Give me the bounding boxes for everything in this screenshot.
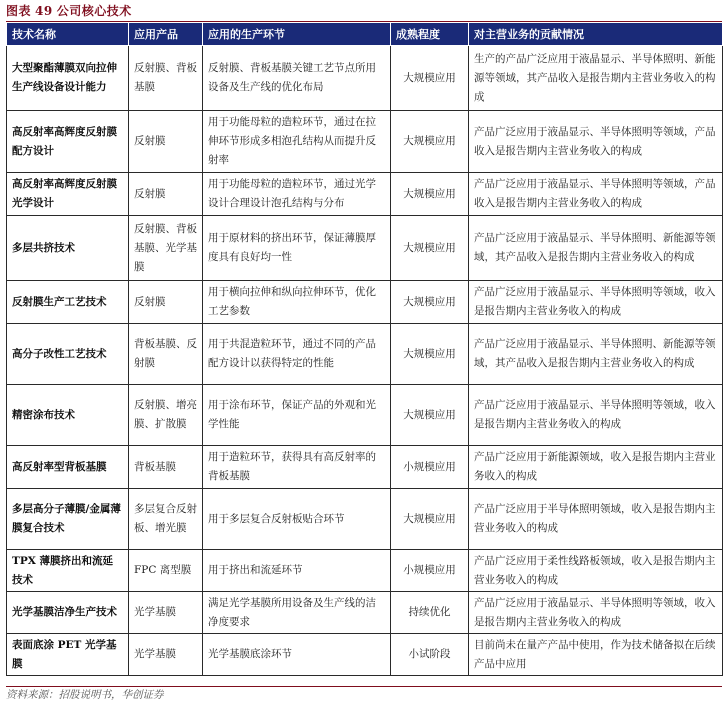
cell-contribution: 目前尚未在量产产品中使用，作为技术储备拟在后续产品中应用 xyxy=(469,634,723,676)
cell-product: 多层复合反射板、增光膜 xyxy=(129,489,203,550)
cell-product: 反射膜 xyxy=(129,173,203,216)
cell-product: 光学基膜 xyxy=(129,592,203,634)
caption-label: 图表 xyxy=(6,4,32,18)
cell-product: 反射膜、背板基膜、光学基膜 xyxy=(129,216,203,281)
cell-tech-name: 高反射率高辉度反射膜光学设计 xyxy=(7,173,129,216)
cell-maturity: 大规模应用 xyxy=(391,324,469,385)
cell-stage: 用于功能母粒的造粒环节，通过在拉伸环节形成多相泡孔结构从而提升反射率 xyxy=(203,111,391,173)
cell-stage: 用于功能母粒的造粒环节，通过光学设计合理设计泡孔结构与分布 xyxy=(203,173,391,216)
cell-stage: 用于多层复合反射板贴合环节 xyxy=(203,489,391,550)
cell-contribution: 产品广泛应用于液晶显示、半导体照明等领域，产品收入是报告期内主营业务收入的构成 xyxy=(469,173,723,216)
cell-tech-name: 高反射率型背板基膜 xyxy=(7,446,129,489)
cell-maturity: 小试阶段 xyxy=(391,634,469,676)
cell-product: 反射膜 xyxy=(129,111,203,173)
table-row xyxy=(7,489,723,550)
column-header-maturity: 成熟程度 xyxy=(391,23,469,46)
cell-maturity: 小规模应用 xyxy=(391,550,469,592)
table-row xyxy=(7,216,723,281)
table-row xyxy=(7,46,723,111)
column-header-contribution: 对主营业务的贡献情况 xyxy=(469,23,723,46)
cell-tech-name: 表面底涂 PET 光学基膜 xyxy=(7,634,129,676)
caption-number: 49 xyxy=(35,4,53,18)
table-row xyxy=(7,446,723,489)
cell-contribution: 产品广泛应用于液晶显示、半导体照明等领域，产品收入是报告期内主营业务收入的构成 xyxy=(469,111,723,173)
cell-maturity: 大规模应用 xyxy=(391,281,469,324)
cell-tech-name: 光学基膜洁净生产技术 xyxy=(7,592,129,634)
cell-maturity: 大规模应用 xyxy=(391,216,469,281)
cell-stage: 用于横向拉伸和纵向拉伸环节，优化工艺参数 xyxy=(203,281,391,324)
cell-contribution: 产品广泛应用于新能源领域，收入是报告期内主营业务收入的构成 xyxy=(469,446,723,489)
cell-contribution: 产品广泛应用于液晶显示、半导体照明等领域，收入是报告期内主营业务收入的构成 xyxy=(469,281,723,324)
cell-stage: 满足光学基膜所用设备及生产线的洁净度要求 xyxy=(203,592,391,634)
cell-contribution: 产品广泛应用于液晶显示、半导体照明、新能源等领域，其产品收入是报告期内主营业务收入的构成 xyxy=(469,216,723,281)
source-note: 资料来源：招股说明书，华创证券 xyxy=(6,686,722,704)
cell-product: 背板基膜 xyxy=(129,446,203,489)
table-row xyxy=(7,111,723,173)
table-row xyxy=(7,173,723,216)
cell-maturity: 大规模应用 xyxy=(391,489,469,550)
cell-stage: 用于共混造粒环节，通过不同的产品配方设计以获得特定的性能 xyxy=(203,324,391,385)
core-technology-table xyxy=(6,22,723,676)
cell-product: 反射膜、背板基膜 xyxy=(129,46,203,111)
cell-tech-name: 高反射率高辉度反射膜配方设计 xyxy=(7,111,129,173)
cell-contribution: 生产的产品广泛应用于液晶显示、半导体照明、新能源等领域，其产品收入是报告期内主营业务收入的构成 xyxy=(469,46,723,111)
cell-stage: 用于涂布环节，保证产品的外观和光学性能 xyxy=(203,385,391,446)
cell-tech-name: 大型聚酯薄膜双向拉伸生产线设备设计能力 xyxy=(7,46,129,111)
cell-tech-name: 多层高分子薄膜/金属薄膜复合技术 xyxy=(7,489,129,550)
cell-maturity: 小规模应用 xyxy=(391,446,469,489)
cell-product: FPC 离型膜 xyxy=(129,550,203,592)
cell-contribution: 产品广泛应用于半导体照明领域，收入是报告期内主营业务收入的构成 xyxy=(469,489,723,550)
cell-maturity: 大规模应用 xyxy=(391,111,469,173)
cell-stage: 用于造粒环节，获得具有高反射率的背板基膜 xyxy=(203,446,391,489)
cell-contribution: 产品广泛应用于液晶显示、半导体照明等领域，收入是报告期内主营业务收入的构成 xyxy=(469,592,723,634)
cell-tech-name: 多层共挤技术 xyxy=(7,216,129,281)
cell-product: 光学基膜 xyxy=(129,634,203,676)
figure-caption xyxy=(6,2,722,22)
cell-contribution: 产品广泛应用于柔性线路板领域，收入是报告期内主营业务收入的构成 xyxy=(469,550,723,592)
cell-stage: 用于原材料的挤出环节，保证薄膜厚度具有良好均一性 xyxy=(203,216,391,281)
cell-maturity: 大规模应用 xyxy=(391,46,469,111)
column-header-stage: 应用的生产环节 xyxy=(203,23,391,46)
cell-stage: 光学基膜底涂环节 xyxy=(203,634,391,676)
column-header-product: 应用产品 xyxy=(129,23,203,46)
cell-stage: 反射膜、背板基膜关键工艺节点所用设备及生产线的优化布局 xyxy=(203,46,391,111)
cell-maturity: 持续优化 xyxy=(391,592,469,634)
cell-stage: 用于挤出和流延环节 xyxy=(203,550,391,592)
cell-tech-name: 高分子改性工艺技术 xyxy=(7,324,129,385)
cell-contribution: 产品广泛应用于液晶显示、半导体照明等领域，收入是报告期内主营业务收入的构成 xyxy=(469,385,723,446)
cell-tech-name: 反射膜生产工艺技术 xyxy=(7,281,129,324)
table-row xyxy=(7,281,723,324)
table-row xyxy=(7,592,723,634)
caption-title: 公司核心技术 xyxy=(56,4,132,18)
table-row xyxy=(7,385,723,446)
table-row xyxy=(7,550,723,592)
table-row xyxy=(7,324,723,385)
cell-tech-name: TPX 薄膜挤出和流延技术 xyxy=(7,550,129,592)
cell-maturity: 大规模应用 xyxy=(391,385,469,446)
cell-contribution: 产品广泛应用于液晶显示、半导体照明、新能源等领域，其产品收入是报告期内主营业务收入的构成 xyxy=(469,324,723,385)
table-row xyxy=(7,634,723,676)
cell-maturity: 大规模应用 xyxy=(391,173,469,216)
table-header-row xyxy=(7,23,723,46)
cell-tech-name: 精密涂布技术 xyxy=(7,385,129,446)
cell-product: 反射膜、增亮膜、扩散膜 xyxy=(129,385,203,446)
cell-product: 背板基膜、反射膜 xyxy=(129,324,203,385)
column-header-tech-name: 技术名称 xyxy=(7,23,129,46)
cell-product: 反射膜 xyxy=(129,281,203,324)
